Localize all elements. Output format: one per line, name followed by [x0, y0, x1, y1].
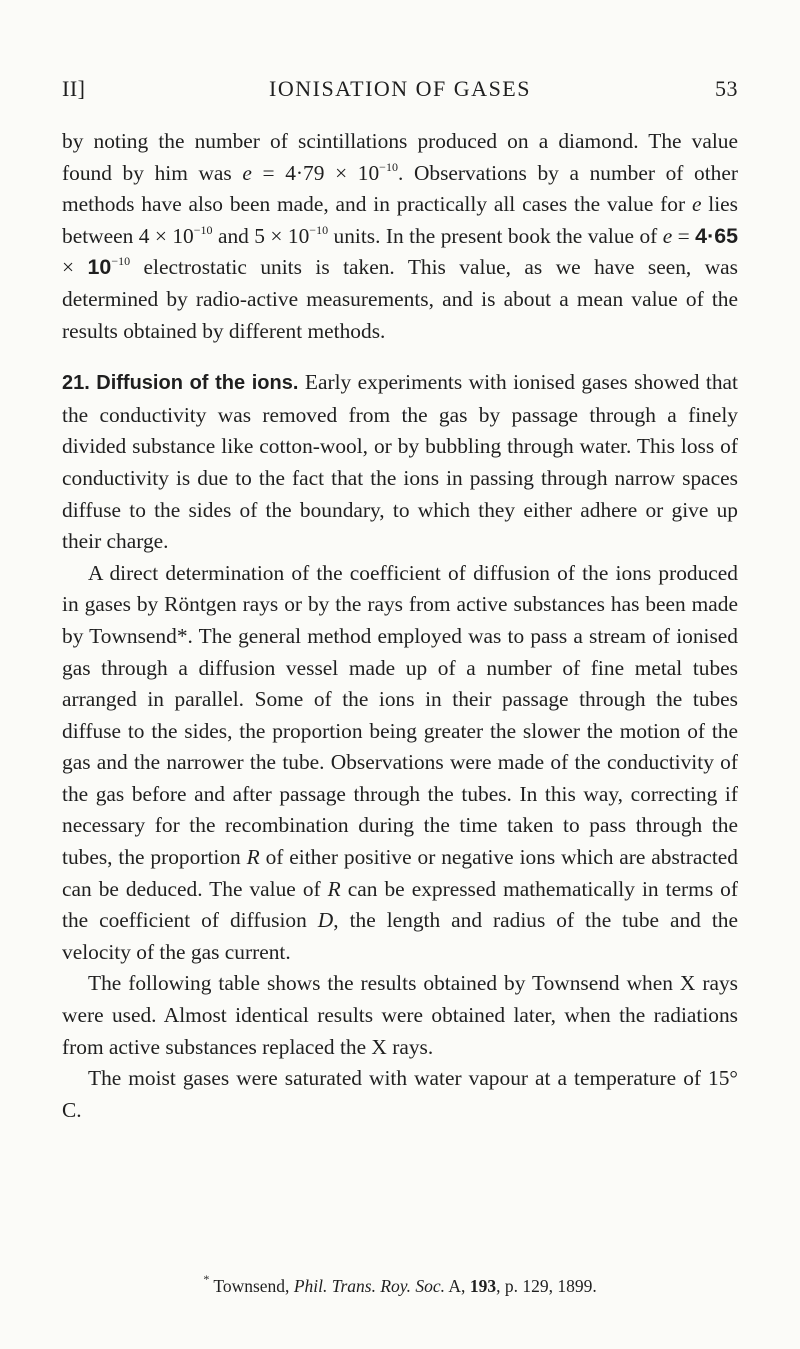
running-title: IONISATION OF GASES — [269, 76, 531, 101]
exponent: −10 — [111, 254, 131, 269]
symbol-D: D — [317, 908, 334, 933]
exponent: −10 — [193, 222, 213, 237]
bold-value: 4·65 — [695, 223, 738, 248]
exponent: −10 — [379, 159, 398, 174]
footnote-marker: * — [203, 1272, 210, 1286]
text-run: of either positive or negative ions which are abstracted can be deduced. The value of — [62, 845, 738, 901]
text-run: and 5 × 10 — [212, 223, 310, 248]
page-number: 53 — [715, 76, 738, 101]
text-run: Early experiments with ionised gases showed that the conductivity was removed from the gas by passage through a finely divided substance like cotton-wool, or by bubbling through water. This loss of conductivity is due to the fact that the ions in passing through narrow spaces diffuse to the sides of the boundary, to which they either adhere or give up their charge. — [62, 370, 738, 554]
paragraph-5: The moist gases were saturated with water vapour at a temperature of 15° C. — [62, 1066, 738, 1122]
symbol-R: R — [246, 845, 260, 870]
bold-value: 10 — [87, 255, 112, 280]
text-run: can be expressed mathematically in terms of the coefficient of diffusion — [62, 876, 738, 933]
footnote-series: A, — [445, 1276, 470, 1296]
section-number: 21. — [62, 372, 90, 395]
text-run: . Observations by a number of other methods have also been made, and in practically all cases the value for — [62, 160, 738, 217]
exponent: −10 — [309, 222, 329, 237]
footnote-marker: * — [176, 623, 188, 648]
footnote-volume: 193 — [469, 1276, 497, 1296]
symbol-e: e — [242, 160, 252, 185]
symbol-e: e — [662, 223, 673, 248]
paragraph-1 — [62, 126, 738, 347]
footnote — [62, 1272, 738, 1297]
page-body — [62, 126, 738, 1126]
footnote-journal: Phil. Trans. Roy. Soc. — [293, 1276, 445, 1296]
chapter-number: II] — [62, 76, 86, 101]
footnote-author: Townsend, — [209, 1276, 294, 1296]
symbol-R: R — [327, 876, 341, 901]
text-run: units. In the present book the value of — [328, 223, 663, 248]
text-run: = — [672, 223, 696, 248]
section-title: Diffusion of the ions. — [96, 372, 299, 395]
text-run: by noting the number of scintillations produced on a diamond. The value found by him was — [62, 129, 738, 185]
text-run: lies between 4 × 10 — [62, 192, 738, 248]
section-21-paragraph — [62, 367, 738, 558]
text-run: × — [62, 255, 88, 280]
text-run: = 4·79 × 10 — [251, 160, 380, 185]
footnote-rest: , p. 129, 1899. — [496, 1276, 597, 1296]
text-run: . The general method employed was to pass a stream of ionised gas through a diffusion vessel made up of a number of fine metal tubes arranged in parallel. Some of the ions in their passage through the tubes diffuse to the sides, the proportion being greater the slower the motion of the gas and the narrower the tube. Observations were made of the conductivity of the gas before and after passage through the tubes. In this way, correcting if necessary for the recombination during the time taken to pass through the tubes, the proportion — [62, 623, 738, 870]
text-run: electrostatic units is taken. This value, as we have seen, was determined by radio-active measurements, and is about a mean value of the results obtained by different methods. — [62, 255, 738, 343]
paragraph-3 — [62, 558, 738, 969]
text-run: , the length and radius of the tube and the velocity of the gas current. — [62, 908, 738, 964]
running-header — [62, 76, 738, 106]
symbol-e: e — [691, 192, 702, 217]
paragraph-4: The following table shows the results obtained by Townsend when X rays were used. Almost identical results were obtained later, when the radiations from active substances replaced the X rays. — [62, 971, 738, 1059]
text-run: A direct determination of the coefficient of diffusion of the ions produced in gases by Röntgen rays or by the rays from active substances has been made by Townsend — [62, 560, 738, 648]
